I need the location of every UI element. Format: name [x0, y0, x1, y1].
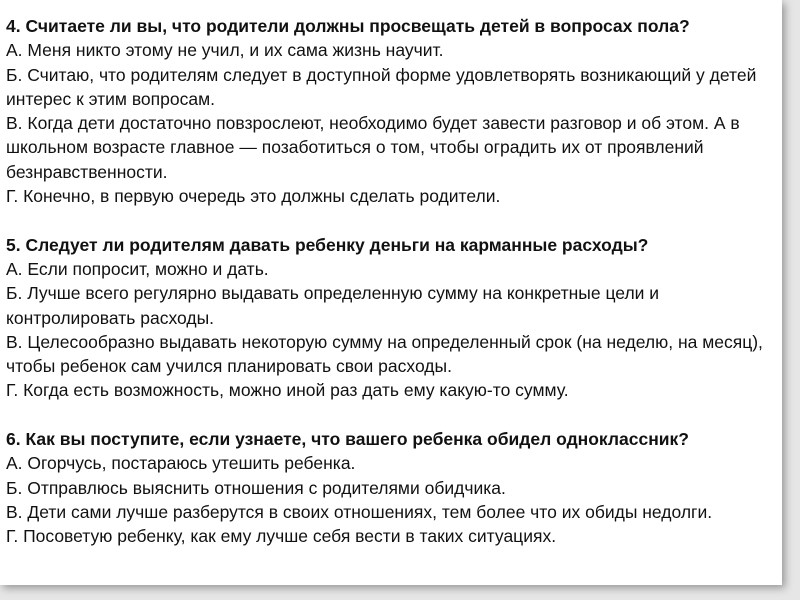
answer-option-a: А. Меня никто этому не учил, и их сама жизнь научит. [6, 40, 444, 61]
question-block-6 [6, 427, 782, 548]
answer-option-a: А. Огорчусь, постараюсь утешить ребенка. [6, 453, 356, 474]
answer-option-g: Г. Посоветую ребенку, как ему лучше себя вести в таких ситуациях. [6, 526, 557, 547]
questionnaire-text [6, 14, 782, 549]
answer-option-b: Б. Считаю, что родителям следует в доступной форме удовлетворять возникающий у детей интерес к этим вопросам. [6, 64, 757, 109]
question-title: 6. Как вы поступите, если узнаете, что вашего ребенка обидел одноклассник? [6, 429, 689, 450]
question-title: 5. Следует ли родителям давать ребенку деньги на карманные расходы? [6, 234, 649, 255]
question-block-5 [6, 233, 782, 403]
question-title: 4. Считаете ли вы, что родители должны просвещать детей в вопросах пола? [6, 16, 690, 36]
answer-option-a: А. Если попросит, можно и дать. [6, 258, 269, 279]
answer-option-g: Г. Когда есть возможность, можно иной раз дать ему какую-то сумму. [6, 380, 569, 401]
answer-option-v: В. Дети сами лучше разберутся в своих отношениях, тем более что их обиды недолги. [6, 501, 713, 522]
answer-option-v: В. Когда дети достаточно повзрослеют, необходимо будет завести разговор и об этом. А в школьном возрасте главное — позаботиться о том, чтобы оградить их от проявлений безнравственности. [6, 113, 740, 182]
answer-option-g: Г. Конечно, в первую очередь это должны сделать родители. [6, 186, 501, 207]
answer-option-v: В. Целесообразно выдавать некоторую сумму на определенный срок (на неделю, на месяц), чтобы ребенок сам учился планировать свои расходы. [6, 331, 763, 377]
question-block-4 [6, 14, 782, 208]
answer-option-b: Б. Отправлюсь выяснить отношения с родителями обидчика. [6, 477, 506, 498]
answer-option-b: Б. Лучше всего регулярно выдавать определенную сумму на конкретные цели и контролировать расходы. [6, 283, 660, 328]
